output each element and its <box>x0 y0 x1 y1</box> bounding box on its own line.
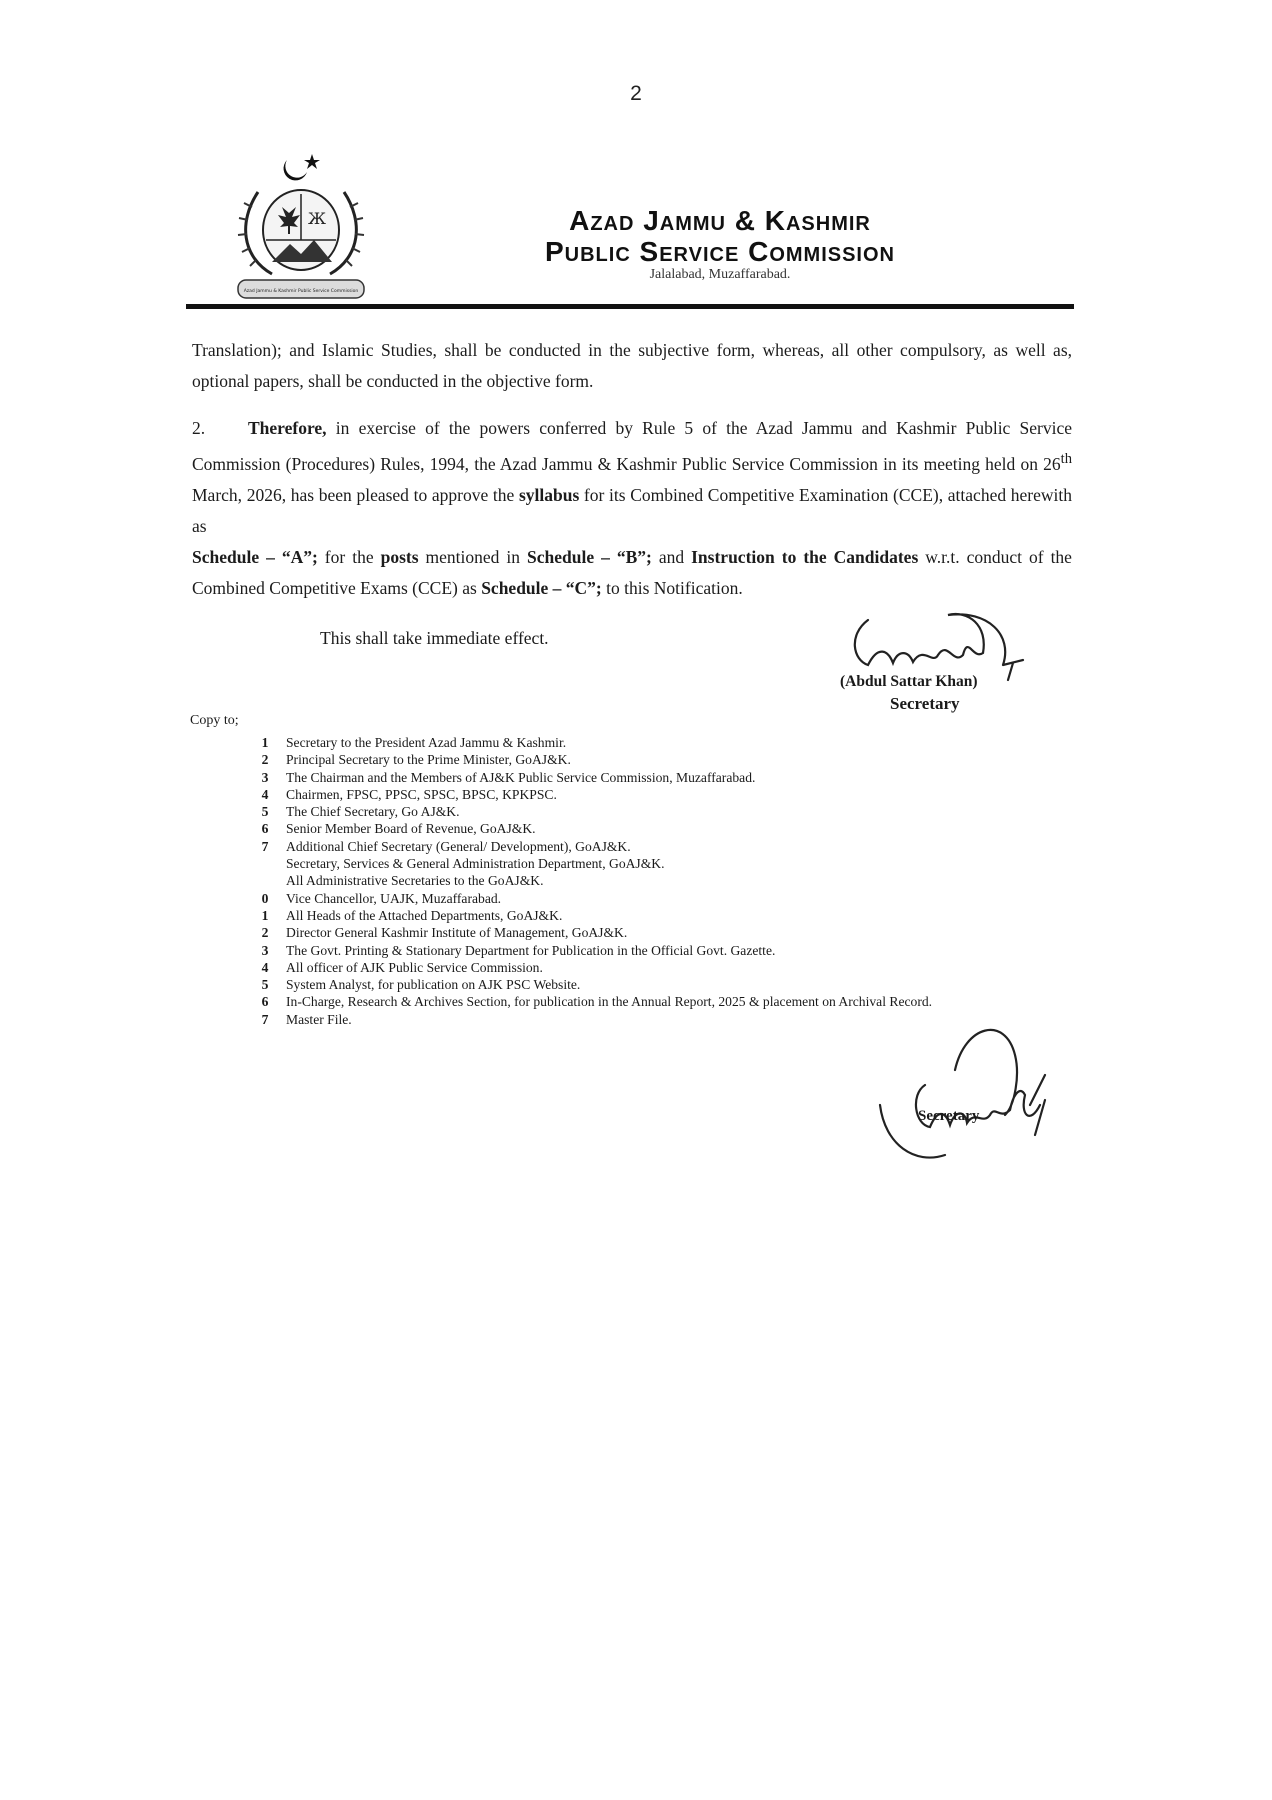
commission-emblem <box>232 152 370 302</box>
therefore-bold: Therefore, <box>248 418 327 438</box>
para2-text-a: in exercise of the powers conferred by Rule 5 of the Azad Jammu and Kashmir Public Service Commission (Procedures) Rules, 1994, the Azad Jammu & Kashmir Public Service Commission in its meeting held on 26 <box>192 418 1072 474</box>
copy-to-item-number: 7 <box>261 1011 269 1027</box>
copy-to-item <box>258 993 1058 1010</box>
copy-to-item <box>258 872 1058 889</box>
copy-to-item-text: The Chairman and the Members of AJ&K Public Service Commission, Muzaffarabad. <box>286 769 756 785</box>
copy-to-item <box>258 803 1058 820</box>
copy-to-label: Copy to; <box>190 713 239 728</box>
paragraph-2 <box>192 413 1072 604</box>
copy-to-item-number: 7 <box>261 838 269 854</box>
copy-to-item-text: Additional Chief Secretary (General/ Development), GoAJ&K. <box>286 838 631 854</box>
copy-to-item-number: 2 <box>261 752 269 768</box>
copy-to-item-number: 1 <box>261 907 269 923</box>
para2-text-g: w.r.t. conduct of the Combined Competitive Exams (CCE) as <box>192 546 1072 598</box>
copy-to-item-text: The Chief Secretary, Go AJ&K. <box>286 804 460 820</box>
copy-to-item <box>258 820 1058 837</box>
copy-to-item-text: The Govt. Printing & Stationary Department for Publication in the Official Govt. Gazette. <box>286 942 776 958</box>
emblem-banner-text: Azad Jammu & Kashmir Public Service Commission <box>243 289 359 294</box>
paragraph-number: 2. <box>192 418 206 438</box>
copy-to-item <box>258 942 1058 959</box>
copy-to-item-number: 6 <box>261 994 269 1010</box>
copy-to-item-text: Principal Secretary to the Prime Minister, GoAJ&K. <box>286 752 571 768</box>
copy-to-item-number: 6 <box>261 821 269 837</box>
star-icon <box>304 154 320 169</box>
copy-to-item-number: 2 <box>261 925 269 941</box>
para2-text-b: March, 2026, has been pleased to approve the <box>192 484 519 505</box>
signature-2 <box>855 1015 1075 1170</box>
copy-to-item <box>258 769 1058 786</box>
copy-to-item <box>258 786 1058 803</box>
schedule-b-bold: Schedule – “B”; <box>527 546 652 567</box>
closing-signature-title: Secretary <box>918 1108 980 1124</box>
copy-to-item-text: All Heads of the Attached Departments, GoAJ&K. <box>286 907 563 923</box>
copy-to-item <box>258 976 1058 993</box>
copy-to-item <box>258 855 1058 872</box>
crescent-icon <box>284 160 307 180</box>
para2-text-h: to this Notification. <box>601 577 743 598</box>
letterhead-text <box>470 205 970 283</box>
syllabus-bold: syllabus <box>518 484 580 505</box>
copy-to-item <box>258 751 1058 768</box>
copy-to-item-number: 5 <box>261 804 269 820</box>
paragraph-1: Translation); and Islamic Studies, shall be conducted in the subjective form, whereas, all other compulsory, as well as, optional papers, shall be conducted in the objective form. <box>192 340 1072 391</box>
copy-to-item-number: 4 <box>261 786 269 802</box>
copy-to-item-number: 0 <box>261 890 269 906</box>
org-name-line-2: Public Service Commission <box>544 236 895 267</box>
copy-to-item <box>258 890 1058 907</box>
para2-text-f: and <box>651 546 692 567</box>
date-superscript: th <box>1060 451 1072 467</box>
schedule-a-bold: Schedule – “A”; <box>192 546 318 567</box>
para2-text-d: for the <box>317 546 381 567</box>
header-divider <box>186 304 1074 309</box>
copy-to-item-number: 1 <box>261 735 269 750</box>
copy-to-item-text: All officer of AJK Public Service Commission. <box>286 959 543 975</box>
copy-to-item-text: Vice Chancellor, UAJK, Muzaffarabad. <box>286 890 502 906</box>
para2-text-e: mentioned in <box>418 546 528 567</box>
para2-text-c: for its Combined Competitive Examination (CCE), attached herewith as <box>192 484 1072 536</box>
copy-to-item-text: Secretary to the President Azad Jammu & Kashmir. <box>286 735 567 750</box>
copy-to-item-number: 3 <box>261 769 269 785</box>
signatory-name: (Abdul Sattar Khan) <box>840 673 978 690</box>
copy-to-item-text: Director General Kashmir Institute of Management, GoAJ&K. <box>286 925 628 941</box>
posts-bold: posts <box>380 546 419 567</box>
copy-to-item-text: Secretary, Services & General Administration Department, GoAJ&K. <box>286 856 665 872</box>
copy-to-item-text: In-Charge, Research & Archives Section, for publication in the Annual Report, 2025 & placement on Archival Record. <box>286 994 933 1010</box>
copy-to-item-text: Chairmen, FPSC, PPSC, SPSC, BPSC, KPKPSC. <box>286 786 557 802</box>
instruction-bold: Instruction to the Candidates <box>691 546 919 567</box>
copy-to-list <box>258 734 1058 1028</box>
copy-to-item-number: 3 <box>261 942 269 958</box>
org-name-line-1: Azad Jammu & Kashmir <box>569 205 871 236</box>
signatory-title: Secretary <box>890 694 960 713</box>
copy-to-item <box>258 838 1058 855</box>
copy-to-item-text: All Administrative Secretaries to the GoAJ&K. <box>286 873 544 889</box>
copy-to-item-text: Master File. <box>286 1011 352 1027</box>
copy-to-item-text: System Analyst, for publication on AJK PSC Website. <box>286 977 581 993</box>
copy-to-item-text: Senior Member Board of Revenue, GoAJ&K. <box>286 821 536 837</box>
copy-to-item-number: 4 <box>261 959 269 975</box>
schedule-c-bold: Schedule – “C”; <box>481 577 602 598</box>
copy-to-item <box>258 924 1058 941</box>
copy-to-item <box>258 959 1058 976</box>
copy-to-item <box>258 734 1058 751</box>
copy-to-item <box>258 907 1058 924</box>
svg-text:Ж: Ж <box>308 209 326 228</box>
copy-to-item-number: 5 <box>261 977 269 993</box>
effect-line: This shall take immediate effect. <box>320 628 549 648</box>
org-address: Jalalabad, Muzaffarabad. <box>649 267 791 282</box>
page-number: 2 <box>630 82 642 105</box>
